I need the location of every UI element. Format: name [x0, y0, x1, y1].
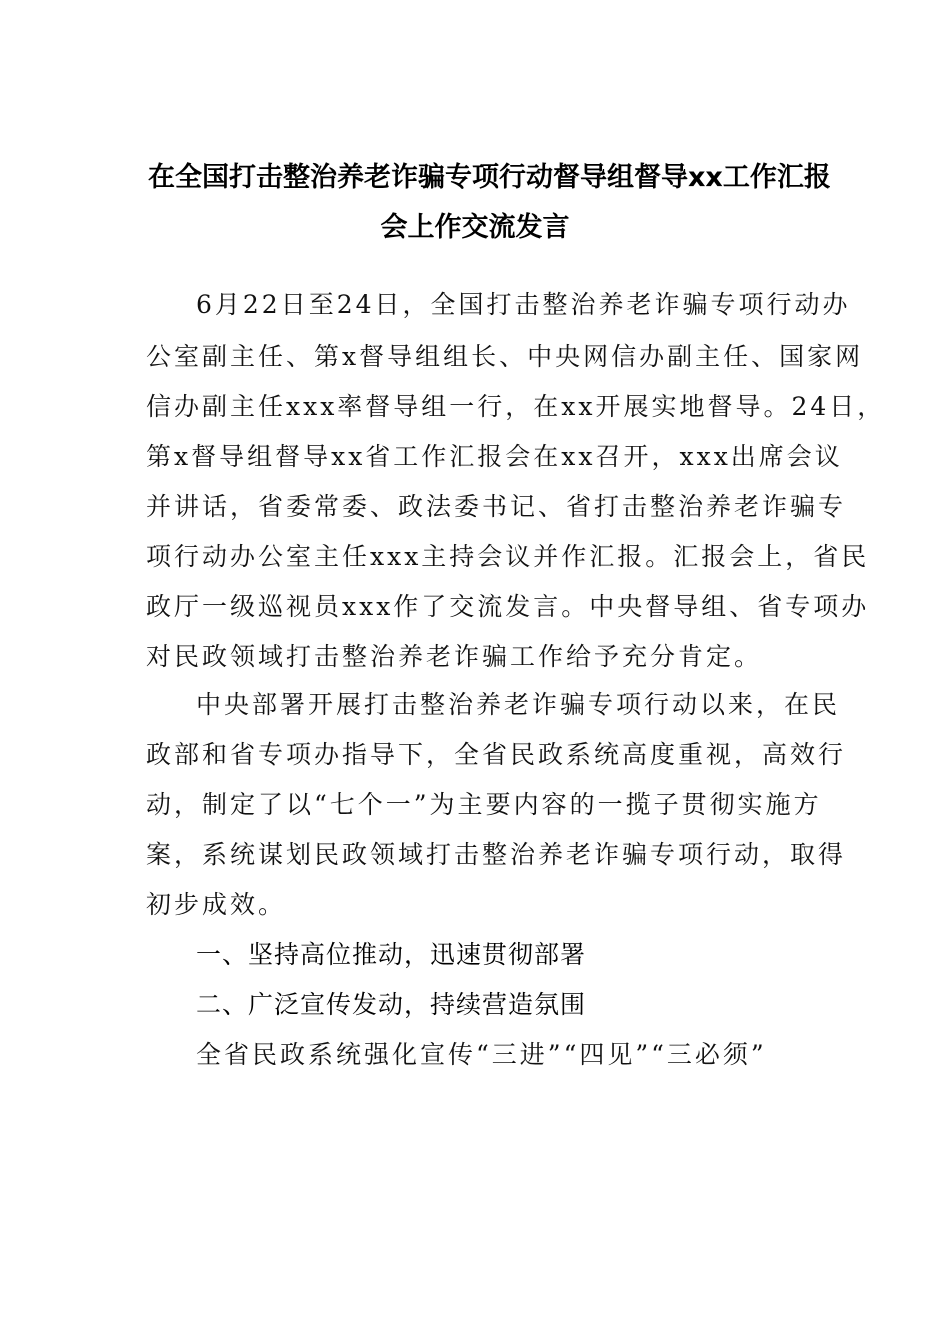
paragraph-line: 政厅一级巡视员xxx作了交流发言。中央督导组、省专项办: [146, 592, 870, 621]
paragraph-line: 并讲话，省委常委、政法委书记、省打击整治养老诈骗专: [146, 492, 847, 521]
paragraph-line: 第x督导组督导xx省工作汇报会在xx召开，xxx出席会议: [146, 442, 843, 471]
section-heading-2: 二、广泛宣传发动，持续营造氛围: [196, 990, 587, 1019]
paragraph-line: 6月22日至24日，全国打击整治养老诈骗专项行动办: [196, 290, 851, 319]
paragraph-line: 全省民政系统强化宣传“三进”“四见”“三必须”: [196, 1040, 767, 1069]
document-title-line-1: 在全国打击整治养老诈骗专项行动督导组督导xx工作汇报: [148, 162, 831, 193]
paragraph-line: 项行动办公室主任xxx主持会议并作汇报。汇报会上，省民: [146, 542, 870, 571]
section-heading-1: 一、坚持高位推动，迅速贯彻部署: [196, 940, 587, 969]
paragraph-line: 政部和省专项办指导下，全省民政系统高度重视，高效行: [146, 740, 847, 769]
paragraph-line: 对民政领域打击整治养老诈骗工作给予充分肯定。: [146, 642, 763, 671]
paragraph-line: 公室副主任、第x督导组组长、中央网信办副主任、国家网: [146, 342, 864, 371]
document-title-line-2: 会上作交流发言: [380, 212, 570, 243]
paragraph-line: 中央部署开展打击整治养老诈骗专项行动以来，在民: [196, 690, 841, 719]
paragraph-line: 动，制定了以“七个一”为主要内容的一揽子贯彻实施方: [146, 790, 822, 819]
paragraph-line: 初步成效。: [146, 890, 287, 919]
paragraph-line: 案，系统谋划民政领域打击整治养老诈骗专项行动，取得: [146, 840, 847, 869]
paragraph-line: 信办副主任xxx率督导组一行，在xx开展实地督导。24日，: [146, 392, 886, 421]
